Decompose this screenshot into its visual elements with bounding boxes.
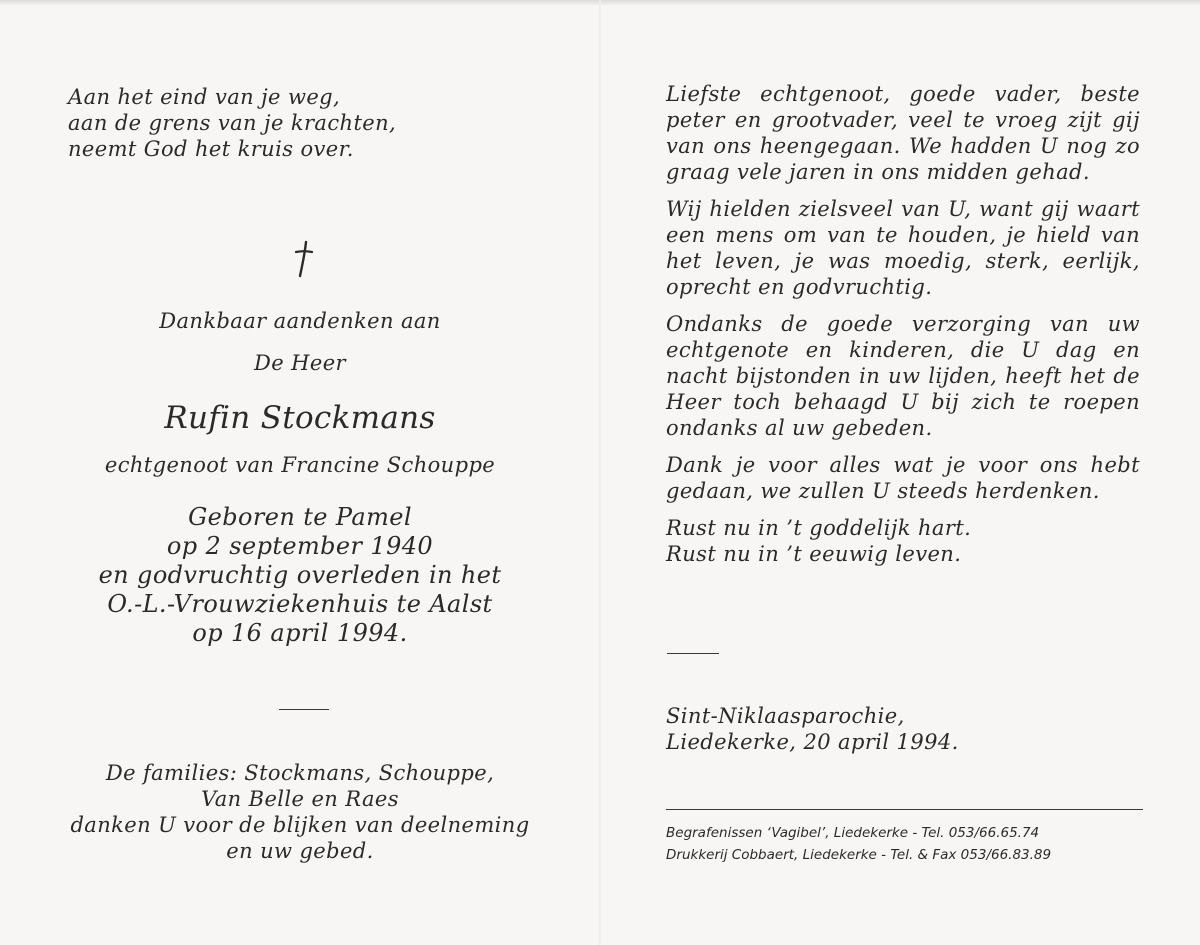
closing-line: Rust nu in ’t goddelijk hart. xyxy=(666,516,972,540)
dedication-text: Dankbaar aandenken aan xyxy=(159,309,441,333)
verse-line: neemt God het kruis over. xyxy=(68,137,354,161)
thanks-line: De families: Stockmans, Schouppe, xyxy=(105,761,495,785)
deceased-name-text: Rufin Stockmans xyxy=(164,400,436,436)
biography-line: O.-L.-Vrouwziekenhuis te Aalst xyxy=(107,590,493,618)
parish-name: Sint-Niklaasparochie, xyxy=(666,704,905,728)
biography-line: Geboren te Pamel xyxy=(188,503,412,531)
paragraph: Liefste echtgenoot, goede vader, beste peter en grootvader, veel te vroeg zijt gij van ons heengegaan. We hadden U nog zo graag vele jaren in ons midden gehad. xyxy=(666,82,1140,184)
credit-line: Drukkerij Cobbaert, Liedekerke - Tel. & Fax 053/66.83.89 xyxy=(666,847,1052,863)
family-thanks xyxy=(0,760,600,864)
signature-block xyxy=(666,703,1140,755)
memorial-text xyxy=(666,81,1140,567)
place-date: Liedekerke, 20 april 1994. xyxy=(666,730,959,754)
thanks-line: Van Belle en Raes xyxy=(201,787,399,811)
closing-line: Rust nu in ’t eeuwig leven. xyxy=(666,542,962,566)
biography-line: en godvruchtig overleden in het xyxy=(98,561,502,589)
opening-verse xyxy=(68,84,488,162)
honorific-line xyxy=(0,350,600,376)
card-fold xyxy=(599,0,601,945)
credit-line: Begrafenissen ‘Vagibel’, Liedekerke - Tel. 053/66.65.74 xyxy=(666,825,1040,841)
dedication-line xyxy=(0,308,600,334)
biography xyxy=(0,503,600,648)
verse-line: aan de grens van je krachten, xyxy=(68,111,397,135)
printer-credits xyxy=(666,822,1144,866)
paragraph: Ondanks de goede verzorging van uw echtgenote en kinderen, die U dag en nacht bijstonden in uw lijden, heeft het de Heer toch behaagd U bij zich te roepen ondanks al uw gebeden. xyxy=(666,312,1140,440)
deceased-name xyxy=(0,399,600,437)
divider xyxy=(667,653,719,654)
footer-rule xyxy=(666,809,1143,810)
biography-line: op 2 september 1940 xyxy=(166,532,434,560)
cross-icon xyxy=(289,240,319,280)
divider xyxy=(279,709,329,710)
spouse-line xyxy=(0,452,600,478)
paragraph: Dank je voor alles wat je voor ons hebt gedaan, we zullen U steeds herdenken. xyxy=(666,453,1140,503)
thanks-line: en uw gebed. xyxy=(226,839,374,863)
spouse-text: echtgenoot van Francine Schouppe xyxy=(104,453,496,477)
verse-line: Aan het eind van je weg, xyxy=(68,85,341,109)
paragraph: Wij hielden zielsveel van U, want gij waart een mens om van te houden, je hield van het leven, je was moedig, sterk, eerlijk, oprecht en godvruchtig. xyxy=(666,197,1140,299)
biography-line: op 16 april 1994. xyxy=(192,619,408,647)
thanks-line: danken U voor de blijken van deelneming xyxy=(70,813,530,837)
honorific-text: De Heer xyxy=(254,351,346,375)
